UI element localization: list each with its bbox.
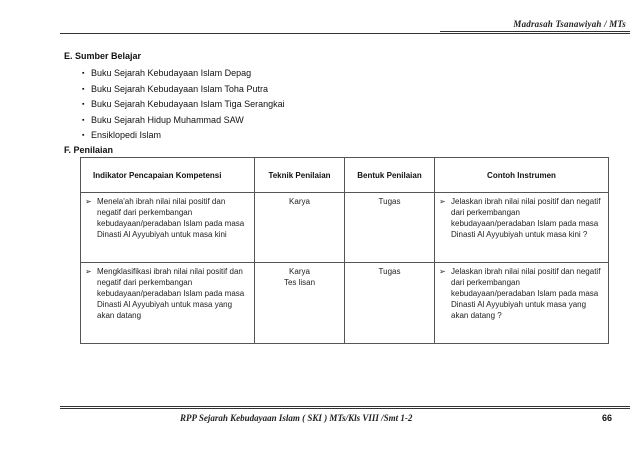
table-row — [81, 263, 609, 344]
list-item — [82, 128, 285, 144]
teknik-cell: Karya Tes lisan — [255, 263, 345, 344]
contoh-text: Jelaskan ibrah nilai nilai positif dan negatif dari perkembangan kebudayaan/peradaban Islam pada masa Dinasti Al Ayyubiyah untuk masa kini ? — [451, 197, 601, 239]
list-item — [82, 113, 285, 129]
square-bullet-icon: ▪ — [82, 85, 85, 93]
bentuk-cell: Tugas — [345, 263, 435, 344]
arrow-bullet-icon: ➢ — [85, 267, 92, 276]
list-item — [82, 97, 285, 113]
section-f-heading: F. Penilaian — [64, 145, 114, 155]
column-header-teknik: Teknik Penilaian — [255, 158, 345, 193]
header-rule-upper — [440, 31, 630, 32]
list-item-text: Buku Sejarah Hidup Muhammad SAW — [91, 114, 244, 125]
header-title: Madrasah Tsanawiyah / MTs — [513, 19, 626, 29]
square-bullet-icon: ▪ — [82, 70, 85, 77]
assessment-table — [80, 157, 609, 344]
column-header-indikator: Indikator Pencapaian Kompetensi — [81, 158, 255, 193]
contoh-text: Jelaskan ibrah nilai nilai positif dan negatif dari perkembangan kebudayaan/peradaban Islam pada masa Dinasti Al Ayyubiyah untuk masa yang akan datang ? — [451, 267, 601, 320]
footer-rule-thin — [60, 406, 630, 407]
bentuk-cell: Tugas — [345, 193, 435, 263]
column-header-bentuk: Bentuk Penilaian — [345, 158, 435, 193]
contoh-cell — [435, 193, 609, 263]
square-bullet-icon: ▪ — [82, 101, 85, 109]
section-e-heading: E. Sumber Belajar — [64, 51, 142, 61]
arrow-bullet-icon: ➢ — [85, 197, 92, 206]
header-rule — [60, 33, 630, 34]
indikator-cell — [81, 263, 255, 344]
arrow-bullet-icon: ➢ — [439, 197, 446, 206]
list-item-text: Buku Sejarah Kebudayaan Islam Depag — [91, 68, 252, 78]
table-row — [81, 193, 609, 263]
square-bullet-icon: ▪ — [82, 132, 85, 140]
list-item-text: Ensiklopedi Islam — [91, 130, 162, 141]
footer-title: RPP Sejarah Kebudayaan Islam ( SKI ) MTs/Kls VIII /Smt 1-2 — [180, 413, 413, 423]
page-number: 66 — [601, 413, 612, 423]
contoh-cell — [435, 263, 609, 344]
list-item-text: Buku Sejarah Kebudayaan Islam Toha Putra — [91, 83, 268, 94]
list-item — [82, 82, 285, 98]
indikator-text: Menela'ah ibrah nilai nilai positif dan negatif dari perkembangan kebudayaan/peradaban Islam pada masa Dinasti Al Ayyubiyah untuk masa kini — [97, 197, 245, 239]
indikator-cell — [81, 193, 255, 263]
square-bullet-icon: ▪ — [82, 116, 85, 124]
teknik-cell: Karya — [255, 193, 345, 263]
column-header-contoh: Contoh Instrumen — [435, 158, 609, 193]
learning-sources-list — [82, 66, 285, 144]
indikator-text: Mengklasifikasi ibrah nilai nilai positif dan negatif dari perkembangan kebudayaan/peradaban Islam pada masa Dinasti Al Ayyubiyah untuk masa yang akan datang — [97, 267, 245, 320]
arrow-bullet-icon: ➢ — [439, 267, 446, 276]
list-item — [82, 66, 285, 82]
table-header-row — [81, 158, 609, 193]
list-item-text: Buku Sejarah Kebudayaan Islam Tiga Serangkai — [91, 99, 285, 110]
footer-rule-thick — [60, 408, 630, 409]
